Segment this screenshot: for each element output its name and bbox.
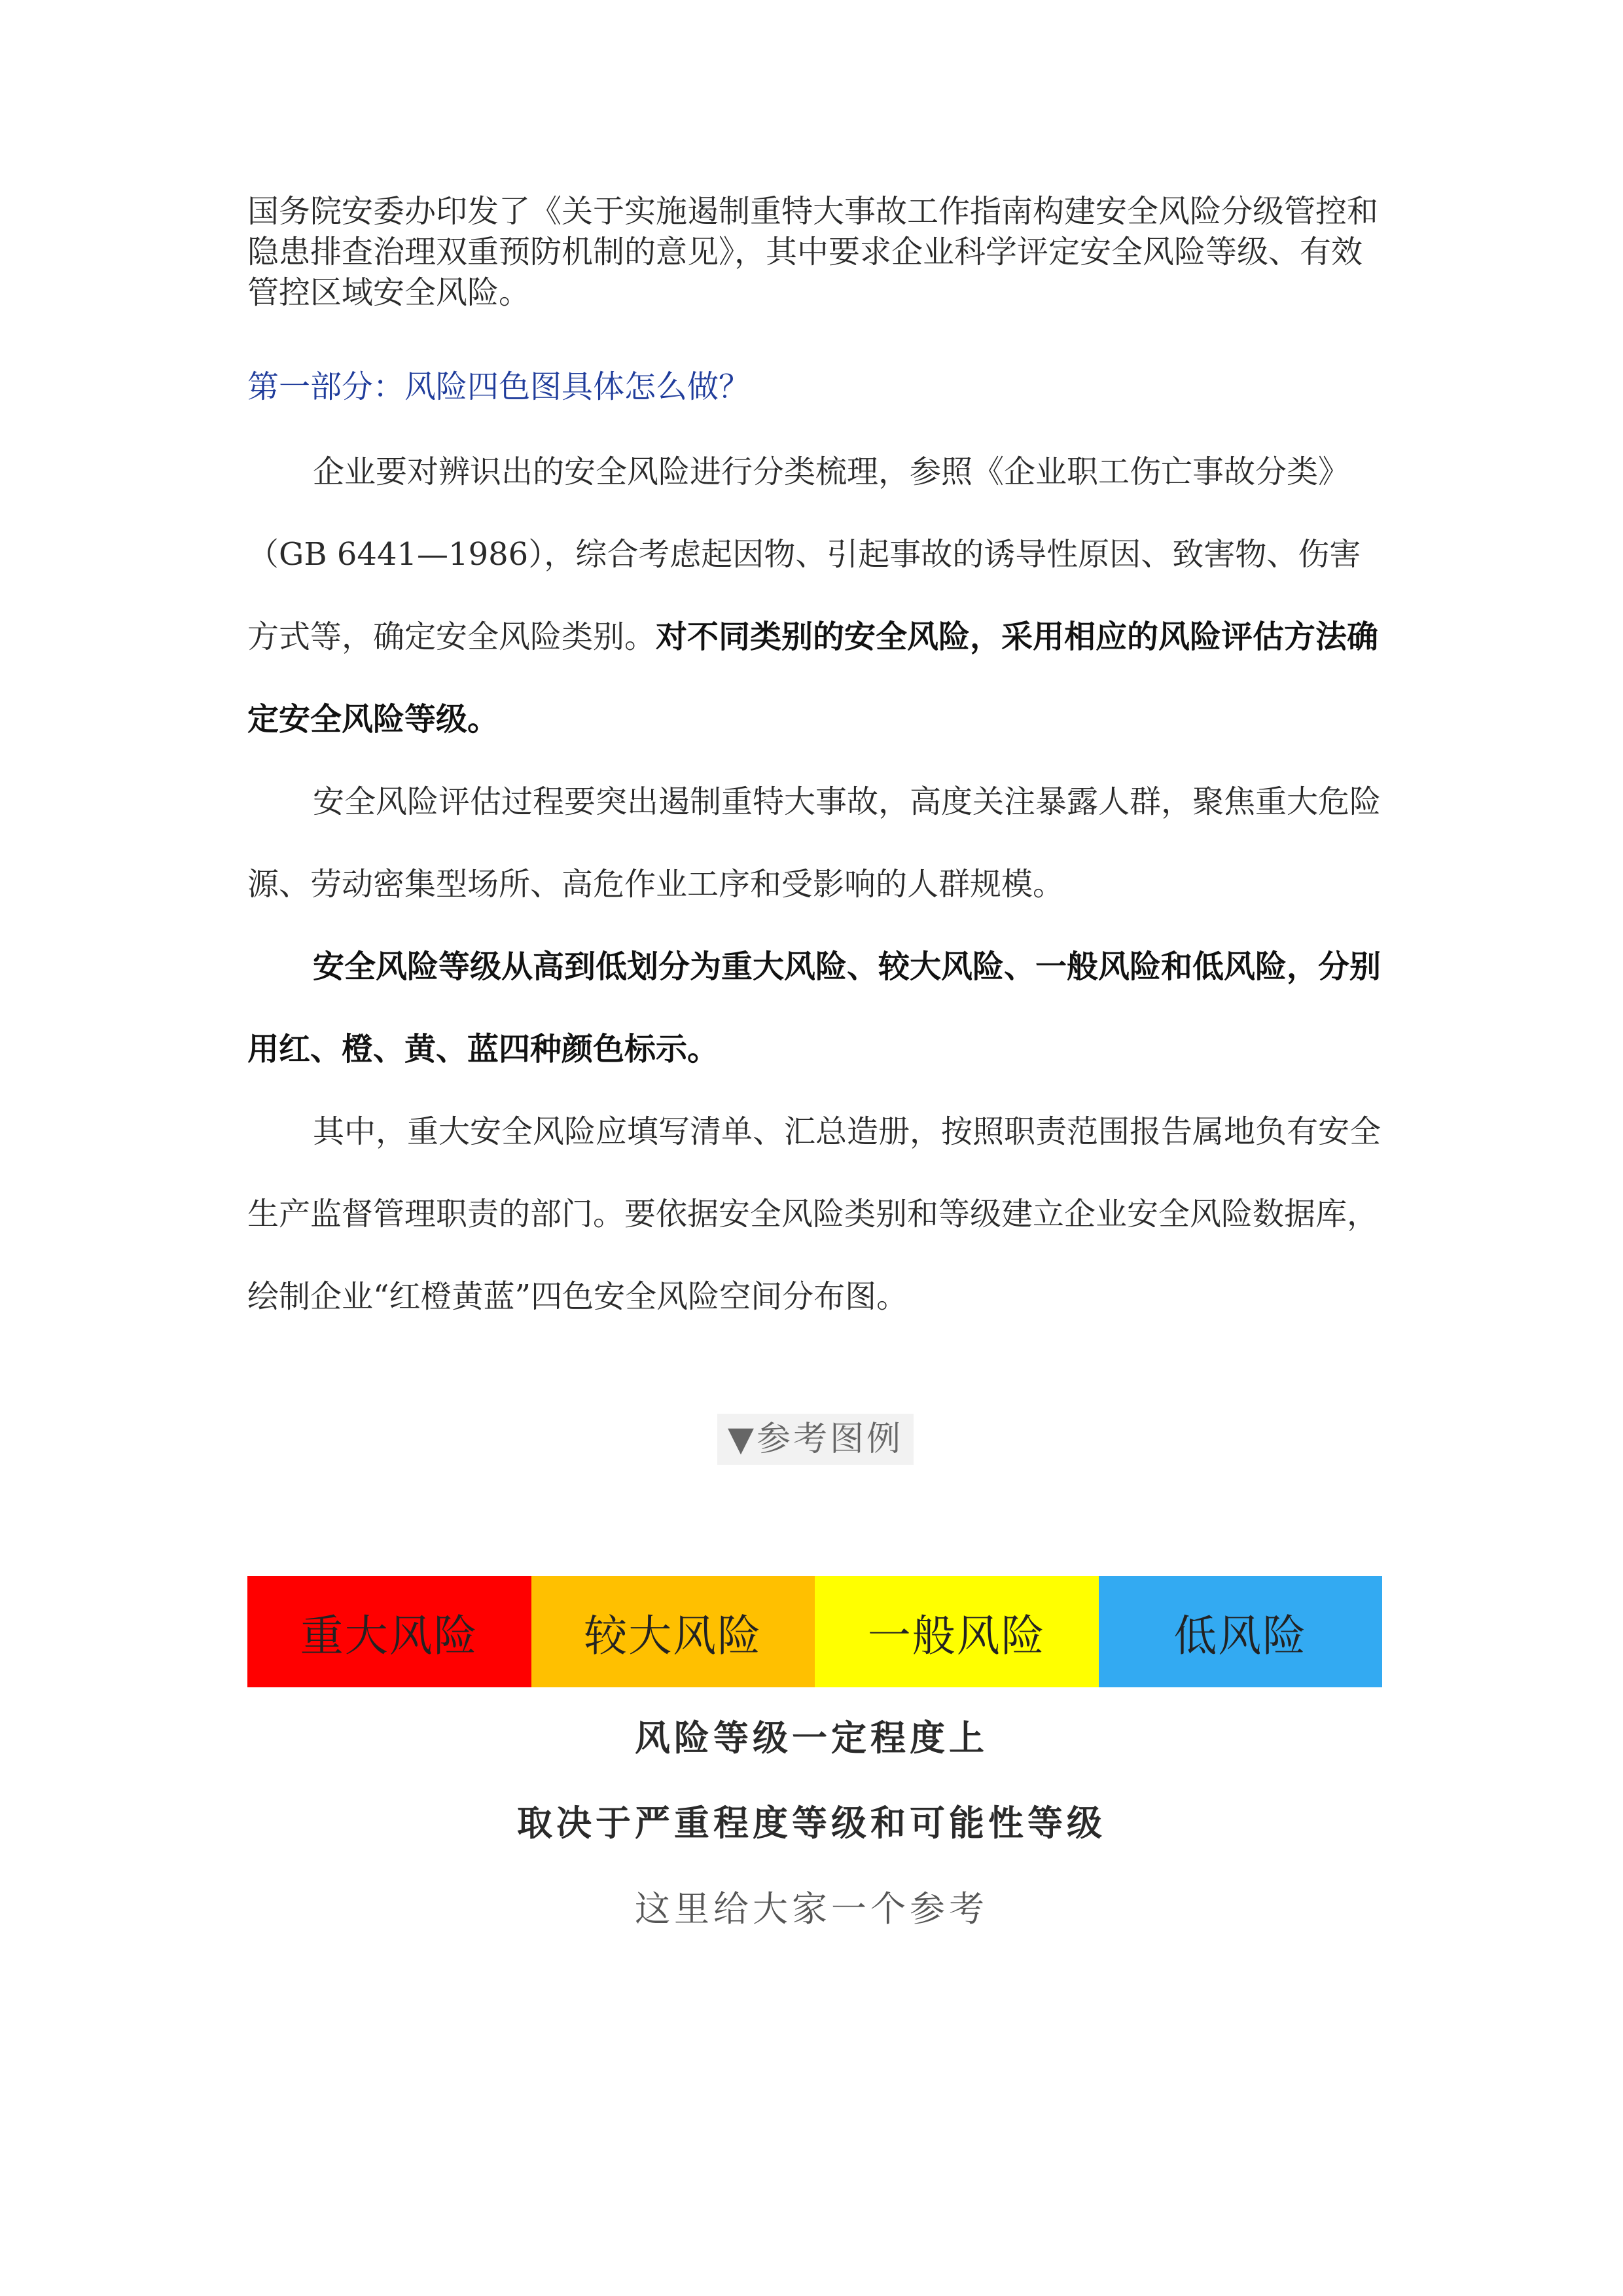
legend-cell-low-risk: 低风险 (1099, 1576, 1383, 1687)
footer-line-1: 风险等级一定程度上 (635, 1717, 988, 1759)
paragraph-risk-levels: 安全风险等级从高到低划分为重大风险、较大风险、一般风险和低风险，分别用红、橙、黄、蓝四种颜色标示。 (247, 948, 1382, 1067)
legend-cell-major-risk: 重大风险 (247, 1576, 531, 1687)
reference-legend-caption: ▼参考图例 (717, 1414, 914, 1465)
legend-cell-large-risk: 较大风险 (531, 1576, 815, 1687)
intro-paragraph: 国务院安委办印发了《关于实施遏制重特大事故工作指南构建安全风险分级管控和隐患排查治理双重预防机制的意见》，其中要求企业科学评定安全风险等级、有效管控区域安全风险。 (247, 193, 1379, 311)
paragraph-risk-registry: 其中，重大安全风险应填写清单、汇总造册，按照职责范围报告属地负有安全生产监督管理职责的部门。要依据安全风险类别和等级建立企业安全风险数据库，绘制企业“红橙黄蓝”四色安全风险空间分布图。 (247, 1113, 1382, 1315)
paragraph-text: 企业要对辨识出的安全风险进行分类梳理，参照《企业职工伤亡事故分类》（GB 6441—1986），综合考虑起因物、引起事故的诱导性原因、致害物、伤害方式等，确定安全风险类别。 (247, 454, 1361, 655)
paragraph-risk-assessment: 安全风险评估过程要突出遏制重特大事故，高度关注暴露人群，聚焦重大危险源、劳动密集型场所、高危作业工序和受影响的人群规模。 (247, 783, 1382, 903)
footer-line-3: 这里给大家一个参考 (635, 1888, 988, 1929)
section-heading: 第一部分：风险四色图具体怎么做？ (247, 368, 751, 405)
legend-cell-general-risk: 一般风险 (815, 1576, 1099, 1687)
paragraph-risk-classification (247, 431, 1386, 761)
paragraph-bold-text: 对不同类别的安全风险，采用相应的风险评估方法确定安全风险等级。 (247, 619, 1379, 738)
footer-line-2: 取决于严重程度等级和可能性等级 (517, 1802, 1106, 1844)
risk-color-legend (247, 1576, 1382, 1687)
